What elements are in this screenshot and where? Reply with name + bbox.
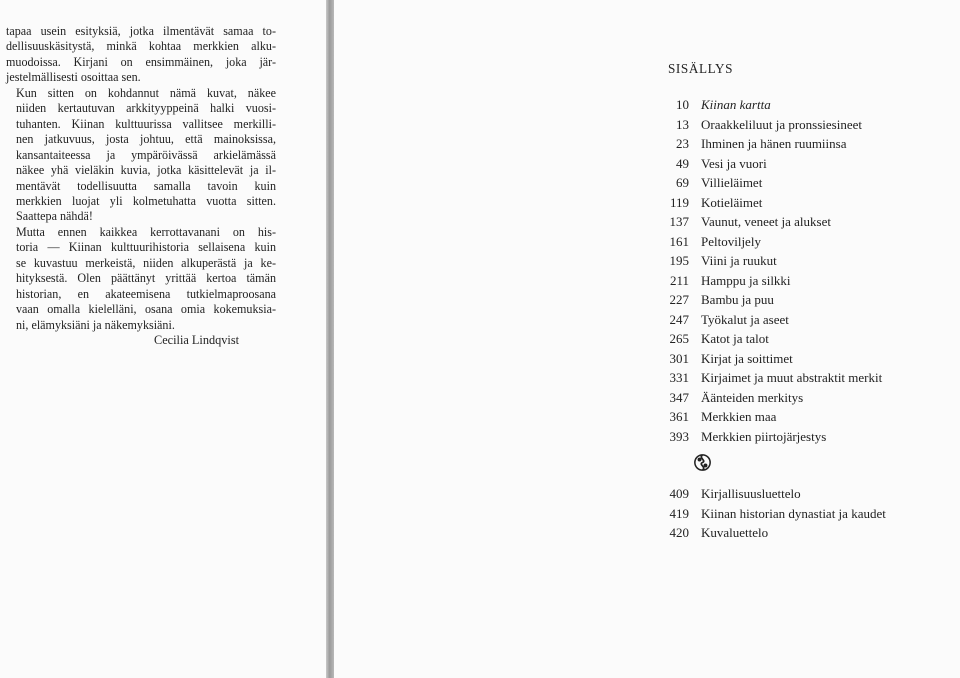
- toc-label: Viini ja ruukut: [701, 253, 777, 268]
- toc-page-number: 347: [669, 389, 689, 405]
- toc-label: Vesi ja vuori: [701, 155, 767, 171]
- toc-entry: [664, 214, 831, 233]
- text-line: ni, elämyksiäni ja näkemyksiäni.: [16, 317, 175, 332]
- text-line: historian, en akateemisena tutkielmaproosana: [16, 286, 276, 301]
- toc-entry: [664, 506, 886, 525]
- toc-page-number: 301: [669, 350, 689, 366]
- text-line: muodoissa. Kirjani on ensimmäinen, joka jär-: [6, 54, 276, 69]
- toc-page-number: 195: [669, 253, 689, 268]
- left-page-text: [6, 24, 276, 333]
- toc-page-number: 247: [669, 311, 689, 327]
- toc-page-number: 211: [669, 272, 689, 288]
- author-signature: Cecilia Lindqvist: [154, 333, 240, 347]
- toc-page-number: 10: [676, 97, 689, 112]
- toc-label: Kirjat ja soittimet: [701, 350, 793, 366]
- text-line: Mutta ennen kaikkea kerrottavanani on his-: [16, 224, 276, 239]
- text-line: hityksestä. Olen päättänyt yrittää kertoa tämän: [16, 271, 276, 286]
- right-page: [334, 0, 960, 678]
- toc-page-number: 119: [669, 194, 689, 210]
- text-line: mentävät todellisuutta samalla tavoin kuin: [16, 178, 276, 193]
- toc-entry: [664, 117, 862, 136]
- toc-entry: [664, 136, 847, 155]
- toc-page-number: 23: [676, 136, 689, 151]
- toc-page-number: 420: [669, 525, 689, 540]
- toc-page-number: 13: [676, 116, 689, 132]
- toc-entry: [664, 195, 762, 214]
- toc-label: Peltoviljely: [701, 233, 761, 249]
- toc-label: Merkkien piirtojärjestys: [701, 428, 827, 444]
- paragraph-3: [6, 225, 276, 333]
- toc-page-number: 393: [669, 428, 689, 444]
- book-spine: [326, 0, 334, 678]
- toc-page-number: 137: [669, 214, 689, 229]
- swirl-ornament-icon: [694, 454, 711, 471]
- text-line: toria — Kiinan kulttuurihistoria sellaisena kuin: [16, 240, 276, 255]
- toc-label: Bambu ja puu: [701, 292, 774, 307]
- toc-page-number: 409: [669, 486, 689, 501]
- text-line: vaan omalla kielelläni, osana omia kokemuksia-: [16, 302, 276, 317]
- text-line: se kuvastuu merkeistä, niiden alkuperästä ja ke-: [16, 255, 276, 270]
- text-line: jestelmällisesti osoittaa sen.: [6, 70, 141, 85]
- toc-entry: [664, 486, 801, 505]
- toc-label: Hamppu ja silkki: [701, 272, 791, 288]
- toc-label: Kirjallisuusluettelo: [701, 486, 801, 501]
- toc-page-number: 227: [669, 292, 689, 307]
- toc-page-number: 49: [676, 155, 689, 171]
- paragraph-2: [6, 86, 276, 225]
- text-line: nen jatkuvuus, josta johtuu, että mainoksissa,: [16, 132, 276, 147]
- toc-label: Oraakkeliluut ja pronssiesineet: [701, 116, 863, 132]
- text-line: Kun sitten on kohdannut nämä kuvat, näkee: [16, 85, 276, 100]
- toc-label: Villieläimet: [701, 175, 763, 190]
- toc-label: Kotieläimet: [701, 194, 763, 210]
- text-line: merkkien luojat yli kolmetuhatta vuotta sitten.: [16, 193, 276, 208]
- text-line: tuhanten. Kiinan kulttuurissa vallitsee merkilli-: [16, 116, 276, 131]
- toc-entry: [664, 273, 791, 292]
- toc-label: Kiinan historian dynastiat ja kaudet: [701, 505, 886, 521]
- toc-page-number: 265: [669, 331, 689, 346]
- toc-label: Vaunut, veneet ja alukset: [701, 214, 831, 229]
- paragraph-1: [6, 24, 276, 86]
- toc-label: Ihminen ja hänen ruumiinsa: [701, 136, 847, 151]
- toc-page-number: 69: [676, 175, 689, 190]
- toc-label: Kuvaluettelo: [701, 525, 769, 540]
- toc-entry: [664, 390, 803, 409]
- toc-entry: [664, 312, 789, 331]
- toc-label: Kiinan kartta: [701, 97, 771, 112]
- toc-page-number: 361: [669, 409, 689, 424]
- text-line: niiden kertautuvan arkkityyppeinä halki vuosi-: [16, 101, 276, 116]
- toc-page-number: 419: [669, 505, 689, 521]
- toc-label: Kirjaimet ja muut abstraktit merkit: [701, 370, 883, 385]
- text-line: kansantaiteessa ja ympäröivässä arkielämässä: [16, 147, 276, 162]
- toc-label: Äänteiden merkitys: [701, 389, 804, 405]
- toc-entry: [664, 351, 793, 370]
- left-page: [0, 0, 326, 678]
- text-line: Saattepa nähdä!: [16, 209, 93, 224]
- toc-entry: [664, 156, 767, 175]
- toc-label: Työkalut ja aseet: [701, 311, 789, 327]
- toc-page-number: 331: [669, 370, 689, 385]
- toc-entry: [664, 253, 777, 272]
- toc-entry: [664, 234, 761, 253]
- text-line: tapaa usein esityksiä, jotka ilmentävät samaa to-: [6, 24, 276, 38]
- toc-page-number: 161: [669, 233, 689, 249]
- toc-entry: [664, 429, 826, 448]
- toc-entry: [664, 331, 769, 350]
- toc-entry: [664, 175, 762, 194]
- text-line: dellisuuskäsitystä, minkä kohtaa merkkien alku-: [6, 39, 276, 54]
- toc-entry: [664, 370, 882, 389]
- text-line: näkee yhä vieläkin kuvia, jotka käsittelevät ja il-: [16, 163, 276, 178]
- toc-entry: [664, 292, 774, 311]
- toc-entry: [664, 409, 776, 428]
- toc-entry: [664, 97, 771, 116]
- toc-entry: [664, 525, 768, 544]
- toc-label: Merkkien maa: [701, 409, 777, 424]
- toc-label: Katot ja talot: [701, 331, 769, 346]
- toc-title: SISÄLLYS: [668, 61, 734, 76]
